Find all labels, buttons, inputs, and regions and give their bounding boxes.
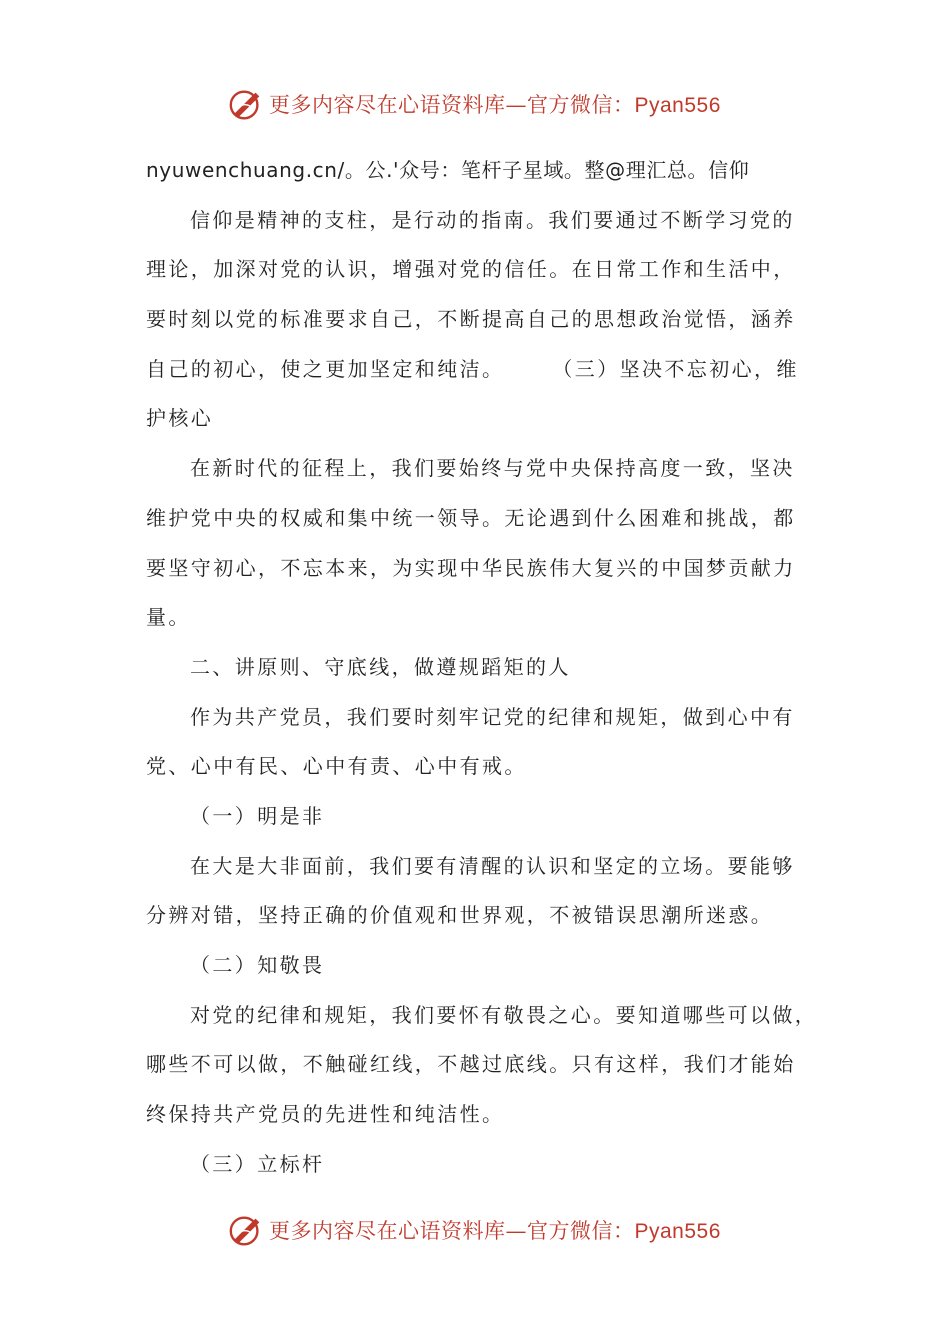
paragraph-line: 理论，加深对党的认识，增强对党的信任。在日常工作和生活中， xyxy=(146,257,796,282)
wechat-id: Pyan556 xyxy=(634,1220,721,1243)
paragraph-line: 对党的纪律和规矩，我们要怀有敬畏之心。要知道哪些可以做， xyxy=(190,1002,818,1027)
paragraph-line: 信仰是精神的支柱，是行动的指南。我们要通过不断学习党的 xyxy=(190,207,795,232)
paragraph-line: 自己的初心，使之更加坚定和纯洁。 （三）坚决不忘初心，维 xyxy=(146,356,799,381)
intro-rest: 。公.'众号：笔杆子星域。整@理汇总。信仰 xyxy=(344,158,750,182)
footer-banner-text: 更多内容尽在心语资料库—官方微信：Pyan556 xyxy=(269,1219,721,1243)
section-heading-cont: 护核心 xyxy=(146,406,214,431)
subsection-title: （三）立标杆 xyxy=(190,1151,325,1176)
subsection-title: （一）明是非 xyxy=(190,803,325,828)
paragraph-line: 在大是大非面前，我们要有清醒的认识和坚定的立场。要能够 xyxy=(190,853,795,878)
paragraph-line: 党、心中有民、心中有责、心中有戒。 xyxy=(146,754,527,779)
paragraph-line: 在新时代的征程上，我们要始终与党中央保持高度一致，坚决 xyxy=(190,456,795,481)
paragraph-line: 终保持共产党员的先进性和纯洁性。 xyxy=(146,1102,505,1127)
wechat-id: Pyan556 xyxy=(634,94,721,117)
intro-url: nyuwenchuang.cn/ xyxy=(146,158,345,182)
paragraph-line: 要时刻以党的标准要求自己，不断提高自己的思想政治觉悟，涵养 xyxy=(146,307,796,332)
header-banner-text: 更多内容尽在心语资料库—官方微信：Pyan556 xyxy=(269,93,721,117)
section-title: 二、讲原则、守底线，做遵规蹈矩的人 xyxy=(190,654,571,679)
subsection-title: （二）知敬畏 xyxy=(190,953,325,977)
paragraph-line: 作为共产党员，我们要时刻牢记党的纪律和规矩，做到心中有 xyxy=(190,704,795,729)
pen-in-circle-logo-icon xyxy=(227,1211,265,1249)
footer-banner xyxy=(227,1210,747,1250)
paragraph-line: 分辨对错，坚持正确的价值观和世界观，不被错误思潮所迷惑。 xyxy=(146,903,774,928)
paragraph-line: 要坚守初心，不忘本来，为实现中华民族伟大复兴的中国梦贡献力 xyxy=(146,555,796,580)
header-banner xyxy=(227,84,747,124)
paragraph-line: 哪些不可以做，不触碰红线，不越过底线。只有这样，我们才能始 xyxy=(146,1052,796,1077)
document-body xyxy=(146,146,818,1189)
section-heading: （三）坚决不忘初心，维 xyxy=(552,356,799,381)
paragraph-line: 量。 xyxy=(146,605,191,630)
paragraph-line: 维护党中央的权威和集中统一领导。无论遇到什么困难和挑战，都 xyxy=(146,505,796,530)
pen-in-circle-logo-icon xyxy=(227,85,265,123)
intro-line xyxy=(146,146,806,196)
